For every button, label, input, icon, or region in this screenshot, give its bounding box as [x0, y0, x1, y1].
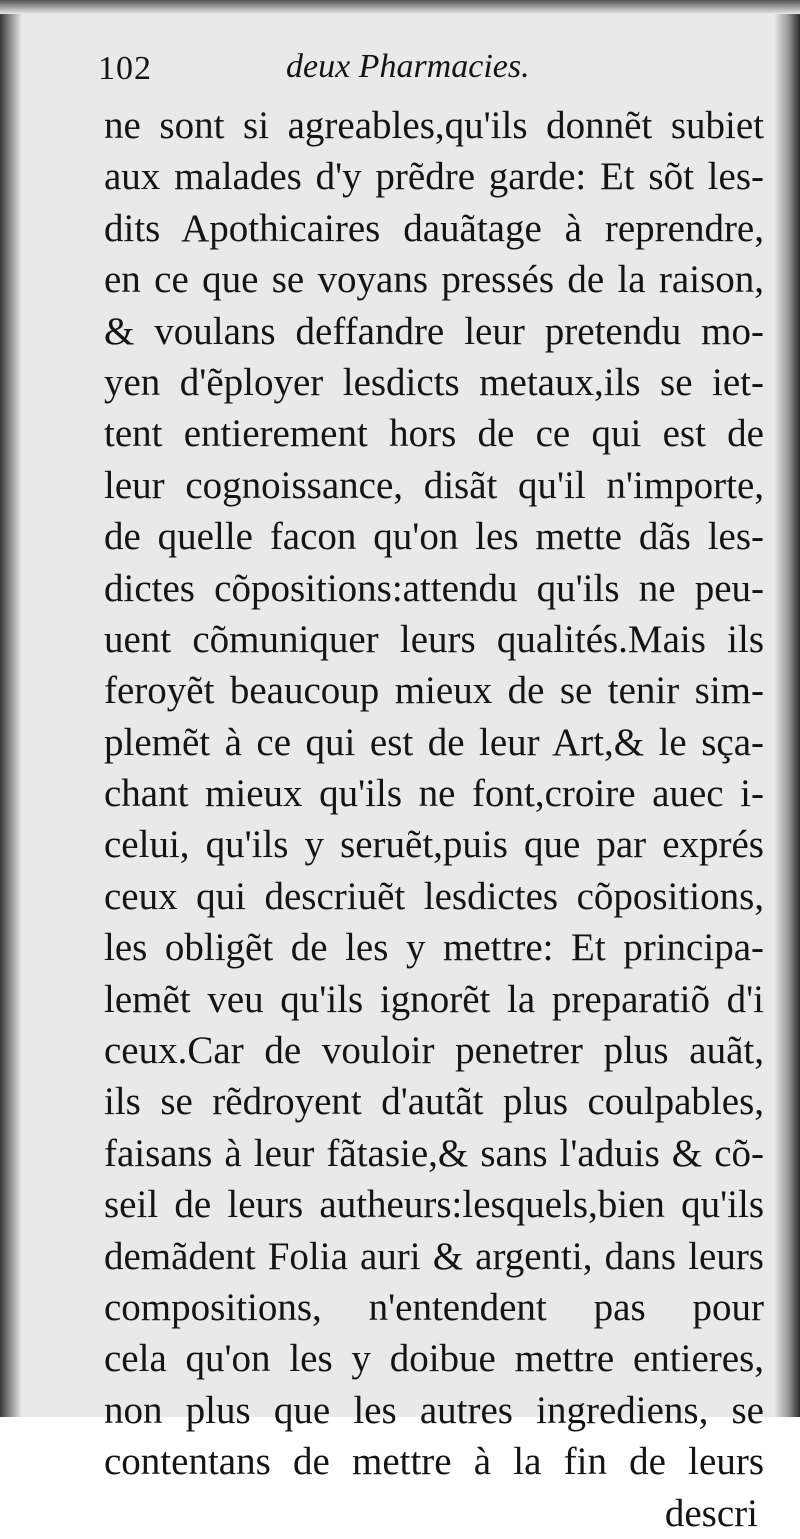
- text-line: dits Apothicaires dauãtage à reprendre,: [104, 206, 764, 250]
- text-line: non plus que les autres ingrediens, se: [104, 1388, 764, 1432]
- text-line: cela qu'on les y doibue mettre entieres,: [104, 1337, 764, 1381]
- text-line: demãdent Folia auri & argenti, dans leurs: [104, 1234, 764, 1278]
- page-edge-left: [0, 0, 22, 1417]
- running-title: deux Pharmacies.: [286, 48, 530, 85]
- text-line: compositions, n'entendent pas pour: [104, 1285, 764, 1329]
- text-line: lemẽt veu qu'ils ignorẽt la preparatiõ d'i: [104, 977, 764, 1021]
- text-line: & voulans deffandre leur pretendu mo-: [104, 309, 764, 353]
- text-line: celui, qu'ils y seruẽt,puis que par exprés: [104, 823, 764, 867]
- page-edge-right: [774, 0, 800, 1417]
- body-text: [104, 100, 764, 1539]
- catchword: descri: [664, 1491, 758, 1535]
- text-line: les obligẽt de les y mettre: Et principa-: [104, 926, 764, 970]
- text-line: dictes cõpositions:attendu qu'ils ne peu-: [104, 566, 764, 610]
- text-line: plemẽt à ce qui est de leur Art,& le sça-: [104, 720, 764, 764]
- text-line: aux malades d'y prẽdre garde: Et sõt les-: [104, 155, 764, 199]
- page-number: 102: [98, 50, 152, 87]
- text-line: yen d'ẽployer lesdicts metaux,ils se iet-: [104, 360, 764, 404]
- page-header: [98, 44, 758, 96]
- text-line: ils se rẽdroyent d'autãt plus coulpables,: [104, 1080, 764, 1124]
- text-line: tent entierement hors de ce qui est de: [104, 412, 764, 456]
- page-edge-top: [0, 0, 800, 14]
- text-line: leur cognoissance, disãt qu'il n'importe,: [104, 463, 764, 507]
- text-line: chant mieux qu'ils ne font,croire auec i-: [104, 772, 764, 816]
- text-line: ceux.Car de vouloir penetrer plus auãt,: [104, 1029, 764, 1073]
- text-line: seil de leurs autheurs:lesquels,bien qu'ils: [104, 1183, 764, 1227]
- text-line: feroyẽt beaucoup mieux de se tenir sim-: [104, 669, 764, 713]
- text-line: uent cõmuniquer leurs qualités.Mais ils: [104, 617, 764, 661]
- text-line: de quelle facon qu'on les mette dãs les-: [104, 515, 764, 559]
- text-line: ceux qui descriuẽt lesdictes cõpositions,: [104, 874, 764, 918]
- text-line: contentans de mettre à la fin de leurs: [104, 1440, 764, 1484]
- text-line: en ce que se voyans pressés de la raison,: [104, 258, 764, 302]
- text-line: faisans à leur fãtasie,& sans l'aduis & cõ-: [104, 1131, 764, 1175]
- text-line: ne sont si agreables,qu'ils donnẽt subiet: [104, 104, 764, 147]
